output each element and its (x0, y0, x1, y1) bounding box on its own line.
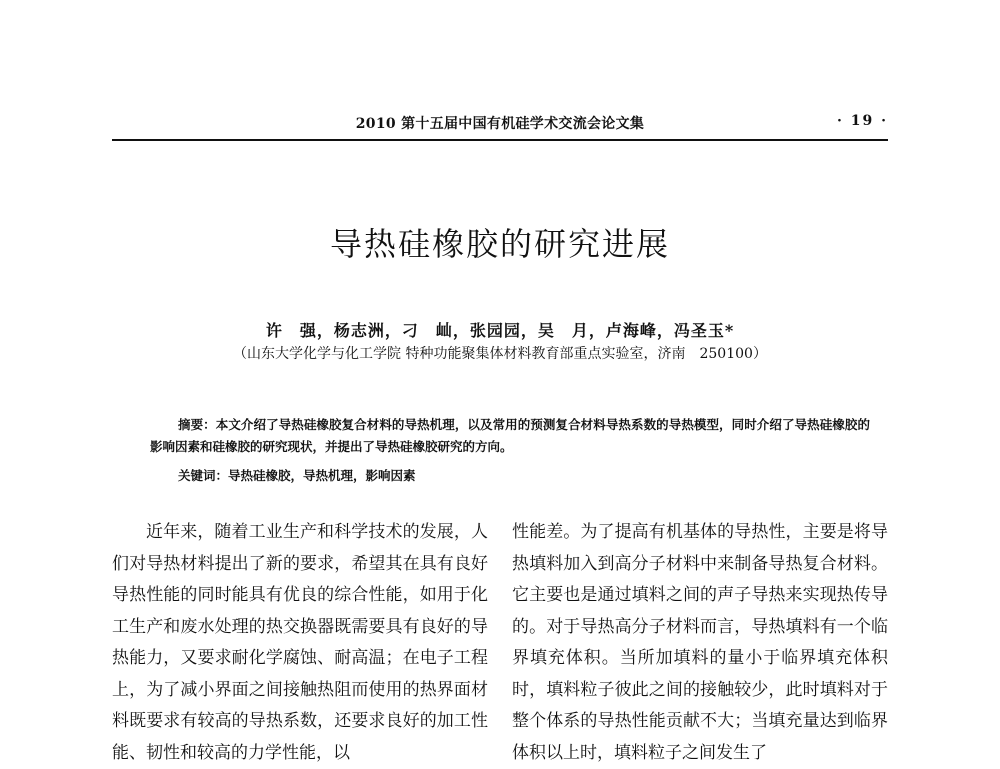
keywords-label: 关键词： (178, 468, 229, 483)
abstract (150, 414, 870, 458)
keywords-text: 导热硅橡胶，导热机理，影响因素 (228, 468, 416, 483)
abstract-label: 摘要： (178, 417, 216, 432)
body-column-right (512, 517, 888, 769)
body-column-left (112, 517, 488, 769)
body-paragraph: 近年来，随着工业生产和科学技术的发展，人们对导热材料提出了新的要求，希望其在具有良好导热性能的同时能具有优良的综合性能，如用于化工生产和废水处理的热交换器既需要具有良好的导热能力，又要求耐化学腐蚀、耐高温；在电子工程上，为了减小界面之间接触热阻而使用的热界面材料既要求有较高的导热系数，还要求良好的加工性能、韧性和较高的力学性能，以 (112, 522, 488, 763)
header-rule (112, 139, 888, 141)
keywords (178, 465, 870, 487)
abstract-text: 本文介绍了导热硅橡胶复合材料的导热机理，以及常用的预测复合材料导热系数的导热模型，同时介绍了导热硅橡胶的影响因素和硅橡胶的研究现状，并提出了导热硅橡胶研究的方向。 (150, 417, 870, 454)
body-paragraph: 性能差。为了提高有机基体的导热性，主要是将导热填料加入到高分子材料中来制备导热复合材料。它主要也是通过填料之间的声子导热来实现热传导的。对于导热高分子材料而言，导热填料有一个临界填充体积。当所加填料的量小于临界填充体积时，填料粒子彼此之间的接触较少，此时填料对于整个体系的导热性能贡献不大；当填充量达到临界体积以上时，填料粒子之间发生了 (512, 522, 888, 763)
article-title: 导热硅橡胶的研究进展 (329, 225, 670, 263)
page-number: · 19 · (837, 113, 888, 129)
journal-title: 2010 第十五届中国有机硅学术交流会论文集 (355, 116, 645, 132)
author-list: 许 强，杨志洲，刁 屾，张园园，吴 月，卢海峰，冯圣玉* (265, 321, 735, 340)
author-affiliation: （山东大学化学与化工学院 特种功能聚集体材料教育部重点实验室，济南 250100） (233, 346, 767, 362)
running-header (112, 112, 888, 134)
